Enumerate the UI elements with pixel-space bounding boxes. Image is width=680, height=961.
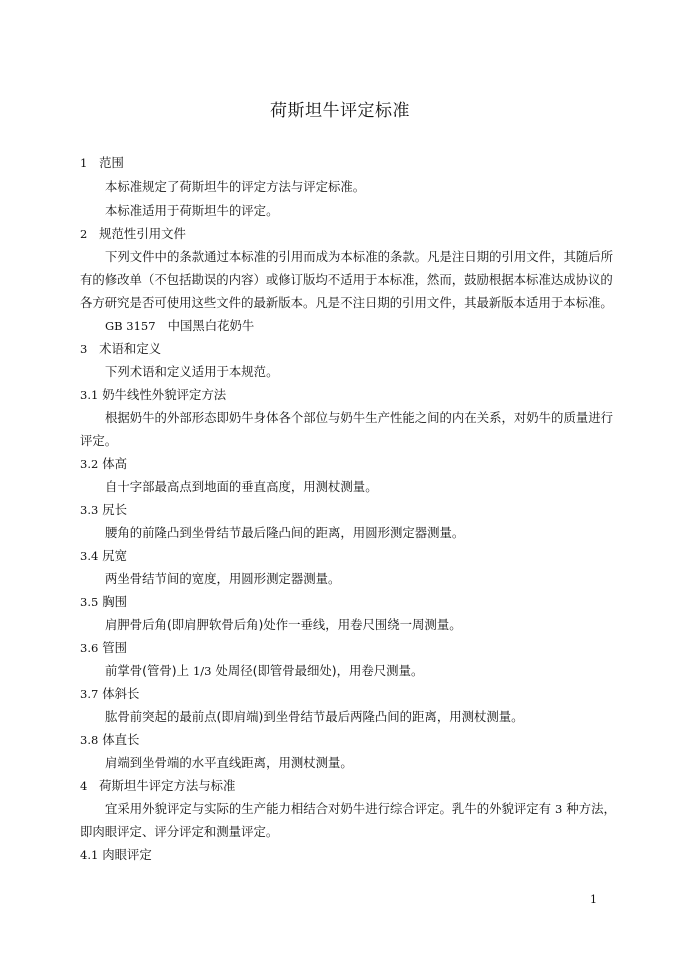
- standard-title: 中国黑白花奶牛: [167, 318, 255, 333]
- section-number: 3.4: [80, 549, 99, 563]
- section-heading-2: [80, 226, 605, 242]
- section-heading-3-6: [80, 640, 605, 656]
- section-number: 3.8: [80, 733, 99, 747]
- section-heading-3-1: [80, 387, 605, 403]
- section-title: 尻宽: [102, 548, 128, 563]
- section-heading-4-1: [80, 847, 605, 863]
- section-heading-4: [80, 778, 605, 794]
- text-run: 处周径(即管骨最细处)，用卷尺测量。: [215, 663, 424, 678]
- page-number: 1: [590, 893, 597, 906]
- section-number: 3.7: [80, 687, 99, 701]
- section-heading-3-8: [80, 732, 605, 748]
- section-heading-3-4: [80, 548, 605, 564]
- section-heading-3-2: [80, 456, 605, 472]
- section-title: 肉眼评定: [102, 847, 152, 862]
- paragraph-line: 各方研究是否可使用这些文件的最新版本。凡是不注日期的引用文件，其最新版本适用于本标准。: [80, 295, 613, 310]
- paragraph-line: 根据奶牛的外部形态即奶牛身体各个部位与奶牛生产性能之间的内在关系，对奶牛的质量进行: [105, 410, 614, 425]
- section-title: 奶牛线性外貌评定方法: [102, 387, 227, 402]
- section-heading-3-3: [80, 502, 605, 518]
- section-number: 3.3: [80, 503, 99, 517]
- text-run: 种方法，: [566, 801, 616, 816]
- paragraph: 下列术语和定义适用于本规范。: [105, 364, 279, 379]
- paragraph: 两坐骨结节间的宽度，用圆形测定器测量。: [105, 571, 341, 586]
- section-title: 术语和定义: [99, 341, 162, 356]
- paragraph-line: 下列文件中的条款通过本标准的引用而成为本标准的条款。凡是注日期的引用文件，其随后所: [105, 249, 614, 264]
- document-title: 荷斯坦牛评定标准: [270, 101, 410, 121]
- section-number: 3.1: [80, 388, 99, 402]
- section-title: 范围: [99, 155, 124, 170]
- paragraph-line: 有的修改单（不包括勘误的内容）或修订版均不适用于本标准，然而，鼓励根据本标准达成协议的: [80, 272, 613, 287]
- text-run: 宜采用外貌评定与实际的生产能力相结合对奶牛进行综合评定。乳牛的外貌评定有: [105, 801, 552, 816]
- section-heading-3: [80, 341, 605, 357]
- section-number: 3: [80, 342, 88, 356]
- paragraph-line: 评定。: [80, 433, 118, 448]
- section-title: 荷斯坦牛评定方法与标准: [99, 778, 236, 793]
- section-number: 2: [80, 227, 88, 241]
- section-title: 尻长: [102, 502, 128, 517]
- section-title: 体直长: [102, 732, 140, 747]
- section-heading-3-5: [80, 594, 605, 610]
- paragraph: 本标准适用于荷斯坦牛的评定。: [105, 203, 279, 218]
- section-number: 3.6: [80, 641, 99, 655]
- section-number: 4.1: [80, 848, 99, 862]
- section-title: 体斜长: [102, 686, 140, 701]
- section-title: 规范性引用文件: [99, 226, 186, 241]
- paragraph-line: [105, 801, 630, 817]
- section-title: 管围: [102, 640, 128, 655]
- section-title: 体高: [102, 456, 128, 471]
- section-number: 4: [80, 779, 88, 793]
- paragraph: 肩端到坐骨端的水平直线距离，用测杖测量。: [105, 755, 353, 770]
- fraction-value: 1/3: [192, 664, 212, 678]
- standard-code: GB 3157: [105, 319, 156, 333]
- section-number: 3.2: [80, 457, 99, 471]
- section-title: 胸围: [102, 594, 128, 609]
- method-count: 3: [555, 802, 563, 816]
- section-number: 1: [80, 156, 88, 170]
- paragraph-line: 即肉眼评定、评分评定和测量评定。: [80, 824, 279, 839]
- paragraph: 肱骨前突起的最前点(即肩端)到坐骨结节最后两隆凸间的距离，用测杖测量。: [105, 709, 524, 724]
- section-heading-1: [80, 155, 605, 171]
- referenced-standard: [105, 318, 630, 334]
- paragraph: [105, 663, 630, 679]
- paragraph: 自十字部最高点到地面的垂直高度，用测杖测量。: [105, 479, 378, 494]
- text-run: 前掌骨(管骨)上: [105, 663, 190, 678]
- section-number: 3.5: [80, 595, 99, 609]
- paragraph: 本标准规定了荷斯坦牛的评定方法与评定标准。: [105, 179, 366, 194]
- paragraph: 腰角的前隆凸到坐骨结节最后隆凸间的距离，用圆形测定器测量。: [105, 525, 465, 540]
- paragraph: 肩胛骨后角(即肩胛软骨后角)处作一垂线，用卷尺围绕一周测量。: [105, 617, 462, 632]
- section-heading-3-7: [80, 686, 605, 702]
